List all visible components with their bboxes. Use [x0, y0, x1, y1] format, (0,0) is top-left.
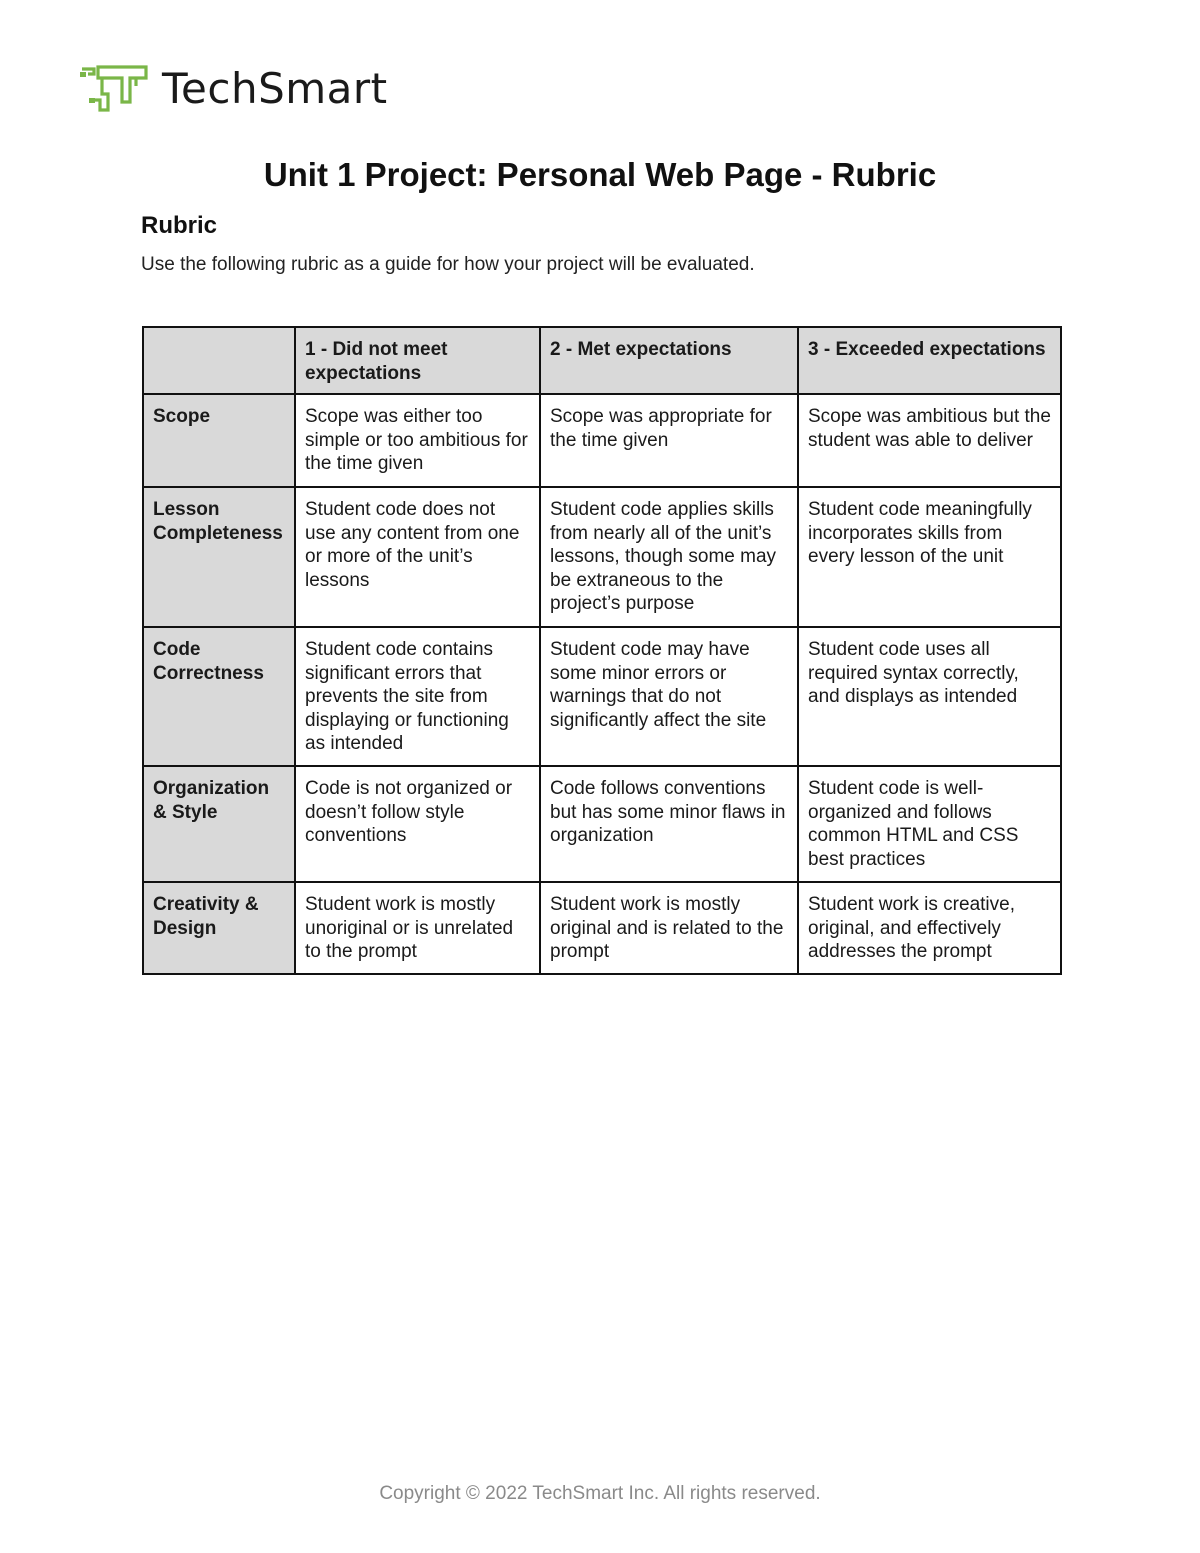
- criterion-label: Creativity & Design: [143, 882, 295, 974]
- table-cell: Student work is mostly unoriginal or is unrelated to the prompt: [295, 882, 540, 974]
- table-cell: Student code contains significant errors that prevents the site from displaying or functioning as intended: [295, 627, 540, 766]
- table-cell: Student code uses all required syntax correctly, and displays as intended: [798, 627, 1061, 766]
- header-cell-level-2: 2 - Met expectations: [540, 327, 798, 394]
- table-cell: Scope was ambitious but the student was able to deliver: [798, 394, 1061, 487]
- table-row: [143, 766, 1061, 882]
- table-cell: Student code does not use any content from one or more of the unit’s lessons: [295, 487, 540, 627]
- section-heading: Rubric: [141, 212, 218, 239]
- table-cell: Student code may have some minor errors or warnings that do not significantly affect the site: [540, 627, 798, 766]
- table-cell: Student work is mostly original and is related to the prompt: [540, 882, 798, 974]
- table-cell: Scope was appropriate for the time given: [540, 394, 798, 487]
- copyright-footer: Copyright © 2022 TechSmart Inc. All rights reserved.: [379, 1483, 821, 1504]
- header-cell-level-3: 3 - Exceeded expectations: [798, 327, 1061, 394]
- criterion-label: Organization & Style: [143, 766, 295, 882]
- header-cell-level-1: 1 - Did not meet expectations: [295, 327, 540, 394]
- intro-text: Use the following rubric as a guide for how your project will be evaluated.: [141, 254, 755, 275]
- table-cell: Student code meaningfully incorporates skills from every lesson of the unit: [798, 487, 1061, 627]
- criterion-label: Code Correctness: [143, 627, 295, 766]
- rubric-body: [143, 394, 1061, 974]
- table-cell: Code is not organized or doesn’t follow style conventions: [295, 766, 540, 882]
- table-cell: Student code is well-organized and follows common HTML and CSS best practices: [798, 766, 1061, 882]
- table-cell: Code follows conventions but has some minor flaws in organization: [540, 766, 798, 882]
- criterion-label: Lesson Completeness: [143, 487, 295, 627]
- table-cell: Scope was either too simple or too ambitious for the time given: [295, 394, 540, 487]
- table-row: [143, 882, 1061, 974]
- table-cell: Student code applies skills from nearly all of the unit’s lessons, though some may be extraneous to the project’s purpose: [540, 487, 798, 627]
- brand-name: TechSmart: [162, 64, 388, 113]
- table-row: [143, 487, 1061, 627]
- rubric-header: [143, 327, 1061, 394]
- header-row: [143, 327, 1061, 394]
- brand-logo: [80, 64, 388, 114]
- table-row: [143, 394, 1061, 487]
- table-row: [143, 627, 1061, 766]
- rubric-table: [142, 326, 1062, 975]
- header-cell-empty: [143, 327, 295, 394]
- criterion-label: Scope: [143, 394, 295, 487]
- table-cell: Student work is creative, original, and effectively addresses the prompt: [798, 882, 1061, 974]
- techsmart-logo-icon: [80, 64, 150, 114]
- page-title: Unit 1 Project: Personal Web Page - Rubric: [263, 156, 937, 193]
